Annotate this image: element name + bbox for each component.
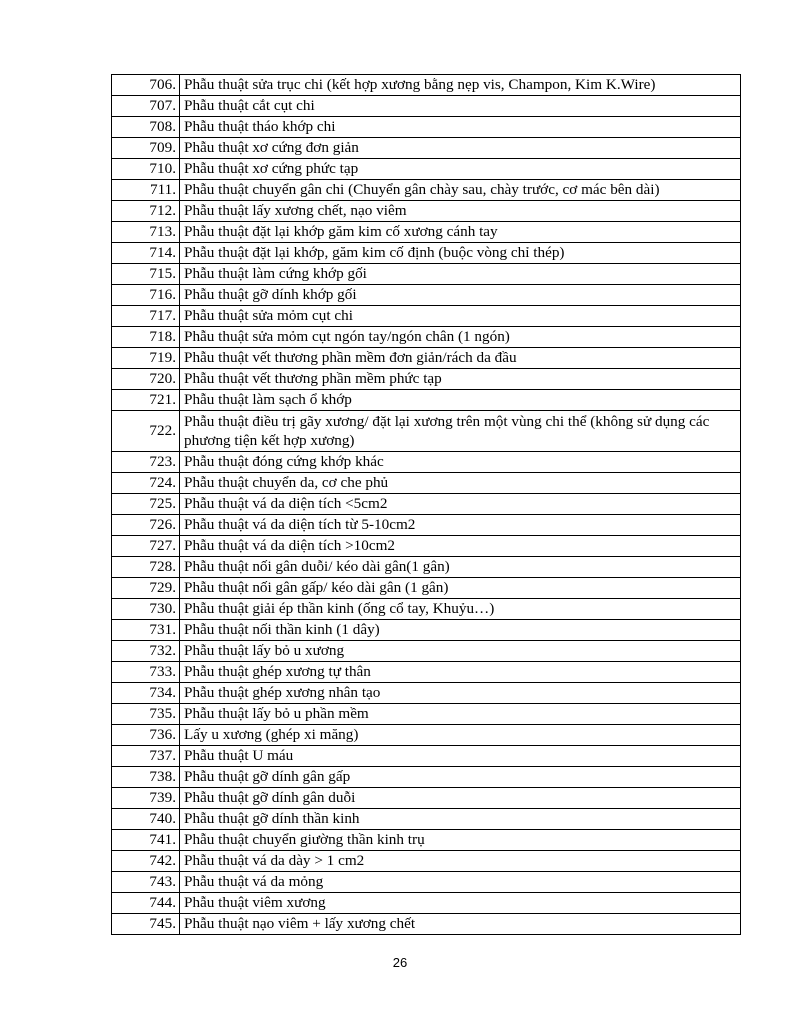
procedure-description: Phẫu thuật gỡ dính thần kinh [180,809,741,830]
table-row [112,893,741,914]
procedure-number: 731. [112,620,180,641]
procedure-number: 715. [112,264,180,285]
table-row [112,369,741,390]
procedure-number: 744. [112,893,180,914]
table-row [112,96,741,117]
procedure-description: Phẫu thuật gỡ dính gân gấp [180,767,741,788]
table-row [112,264,741,285]
page-number: 26 [392,955,408,970]
procedure-number: 738. [112,767,180,788]
procedure-description: Phẫu thuật vá da mỏng [180,872,741,893]
procedure-description: Lấy u xương (ghép xi măng) [180,725,741,746]
procedure-description: Phẫu thuật vá da diện tích >10cm2 [180,536,741,557]
procedure-description: Phẫu thuật ghép xương tự thân [180,662,741,683]
table-row [112,557,741,578]
procedure-description: Phẫu thuật tháo khớp chi [180,117,741,138]
procedure-description: Phẫu thuật vết thương phần mềm phức tạp [180,369,741,390]
procedure-number: 733. [112,662,180,683]
procedure-table-body [112,75,741,935]
procedure-description: Phẫu thuật cắt cụt chi [180,96,741,117]
procedure-number: 730. [112,599,180,620]
procedure-number: 720. [112,369,180,390]
table-row [112,452,741,473]
procedure-description: Phẫu thuật làm cứng khớp gối [180,264,741,285]
procedure-number: 707. [112,96,180,117]
procedure-number: 716. [112,285,180,306]
procedure-table [111,74,741,935]
procedure-number: 717. [112,306,180,327]
table-row [112,201,741,222]
table-row [112,830,741,851]
table-row [112,914,741,935]
procedure-description: Phẫu thuật U máu [180,746,741,767]
procedure-description: Phẫu thuật giải ép thần kinh (ống cổ tay, Khuỷu…) [180,599,741,620]
table-row [112,725,741,746]
table-row [112,285,741,306]
procedure-description: Phẫu thuật vá da dày > 1 cm2 [180,851,741,872]
table-row [112,599,741,620]
procedure-description: Phẫu thuật gỡ dính gân duỗi [180,788,741,809]
procedure-number: 709. [112,138,180,159]
procedure-description: Phẫu thuật gỡ dính khớp gối [180,285,741,306]
table-row [112,138,741,159]
procedure-number: 724. [112,473,180,494]
procedure-number: 708. [112,117,180,138]
table-row [112,348,741,369]
table-row [112,620,741,641]
procedure-description: Phẫu thuật đặt lại khớp, găm kim cố định (buộc vòng chỉ thép) [180,243,741,264]
procedure-description: Phẫu thuật đặt lại khớp găm kim cố xương cánh tay [180,222,741,243]
procedure-description: Phẫu thuật vá da diện tích từ 5-10cm2 [180,515,741,536]
procedure-description: Phẫu thuật xơ cứng đơn giản [180,138,741,159]
procedure-number: 719. [112,348,180,369]
table-row [112,515,741,536]
table-row [112,117,741,138]
procedure-number: 706. [112,75,180,96]
procedure-number: 723. [112,452,180,473]
table-row [112,75,741,96]
procedure-description: Phẫu thuật sửa trục chi (kết hợp xương bằng nẹp vis, Champon, Kim K.Wire) [180,75,741,96]
procedure-number: 727. [112,536,180,557]
table-row [112,327,741,348]
table-row [112,746,741,767]
procedure-number: 741. [112,830,180,851]
procedure-number: 736. [112,725,180,746]
table-row [112,872,741,893]
table-row [112,662,741,683]
procedure-description: Phẫu thuật viêm xương [180,893,741,914]
table-row [112,536,741,557]
table-row [112,767,741,788]
procedure-description: Phẫu thuật nạo viêm + lấy xương chết [180,914,741,935]
procedure-number: 737. [112,746,180,767]
table-row [112,222,741,243]
procedure-description: Phẫu thuật sửa mỏm cụt chi [180,306,741,327]
table-row [112,788,741,809]
procedure-number: 745. [112,914,180,935]
procedure-description: Phẫu thuật vết thương phần mềm đơn giản/rách da đầu [180,348,741,369]
table-row [112,306,741,327]
table-row [112,683,741,704]
table-row [112,641,741,662]
procedure-description: Phẫu thuật chuyển giường thần kinh trụ [180,830,741,851]
procedure-description: Phẫu thuật vá da diện tích <5cm2 [180,494,741,515]
table-row [112,180,741,201]
table-row [112,473,741,494]
procedure-description: Phẫu thuật sửa mỏm cụt ngón tay/ngón chân (1 ngón) [180,327,741,348]
procedure-number: 735. [112,704,180,725]
procedure-number: 734. [112,683,180,704]
procedure-description: Phẫu thuật điều trị gãy xương/ đặt lại xương trên một vùng chi thể (không sử dụng các phương tiện kết hợp xương) [180,411,741,452]
procedure-number: 710. [112,159,180,180]
table-row [112,159,741,180]
procedure-number: 722. [112,411,180,452]
procedure-number: 732. [112,641,180,662]
procedure-number: 743. [112,872,180,893]
table-row [112,390,741,411]
procedure-description: Phẫu thuật lấy bỏ u phần mềm [180,704,741,725]
procedure-description: Phẫu thuật làm sạch ổ khớp [180,390,741,411]
procedure-number: 712. [112,201,180,222]
procedure-number: 718. [112,327,180,348]
procedure-number: 721. [112,390,180,411]
procedure-description: Phẫu thuật chuyển da, cơ che phủ [180,473,741,494]
procedure-number: 714. [112,243,180,264]
procedure-number: 711. [112,180,180,201]
procedure-description: Phẫu thuật nối gân gấp/ kéo dài gân (1 gân) [180,578,741,599]
table-row [112,494,741,515]
procedure-number: 726. [112,515,180,536]
table-row [112,704,741,725]
table-row [112,411,741,452]
procedure-description: Phẫu thuật ghép xương nhân tạo [180,683,741,704]
procedure-number: 729. [112,578,180,599]
table-row [112,578,741,599]
procedure-number: 740. [112,809,180,830]
procedure-description: Phẫu thuật nối thần kinh (1 dây) [180,620,741,641]
procedure-number: 742. [112,851,180,872]
procedure-number: 739. [112,788,180,809]
table-row [112,851,741,872]
procedure-description: Phẫu thuật đóng cứng khớp khác [180,452,741,473]
procedure-number: 725. [112,494,180,515]
procedure-description: Phẫu thuật lấy xương chết, nạo viêm [180,201,741,222]
procedure-description: Phẫu thuật xơ cứng phức tạp [180,159,741,180]
procedure-description: Phẫu thuật chuyển gân chi (Chuyển gân chày sau, chày trước, cơ mác bên dài) [180,180,741,201]
procedure-description: Phẫu thuật lấy bỏ u xương [180,641,741,662]
procedure-number: 728. [112,557,180,578]
table-row [112,243,741,264]
table-row [112,809,741,830]
procedure-number: 713. [112,222,180,243]
procedure-description: Phẫu thuật nối gân duỗi/ kéo dài gân(1 gân) [180,557,741,578]
